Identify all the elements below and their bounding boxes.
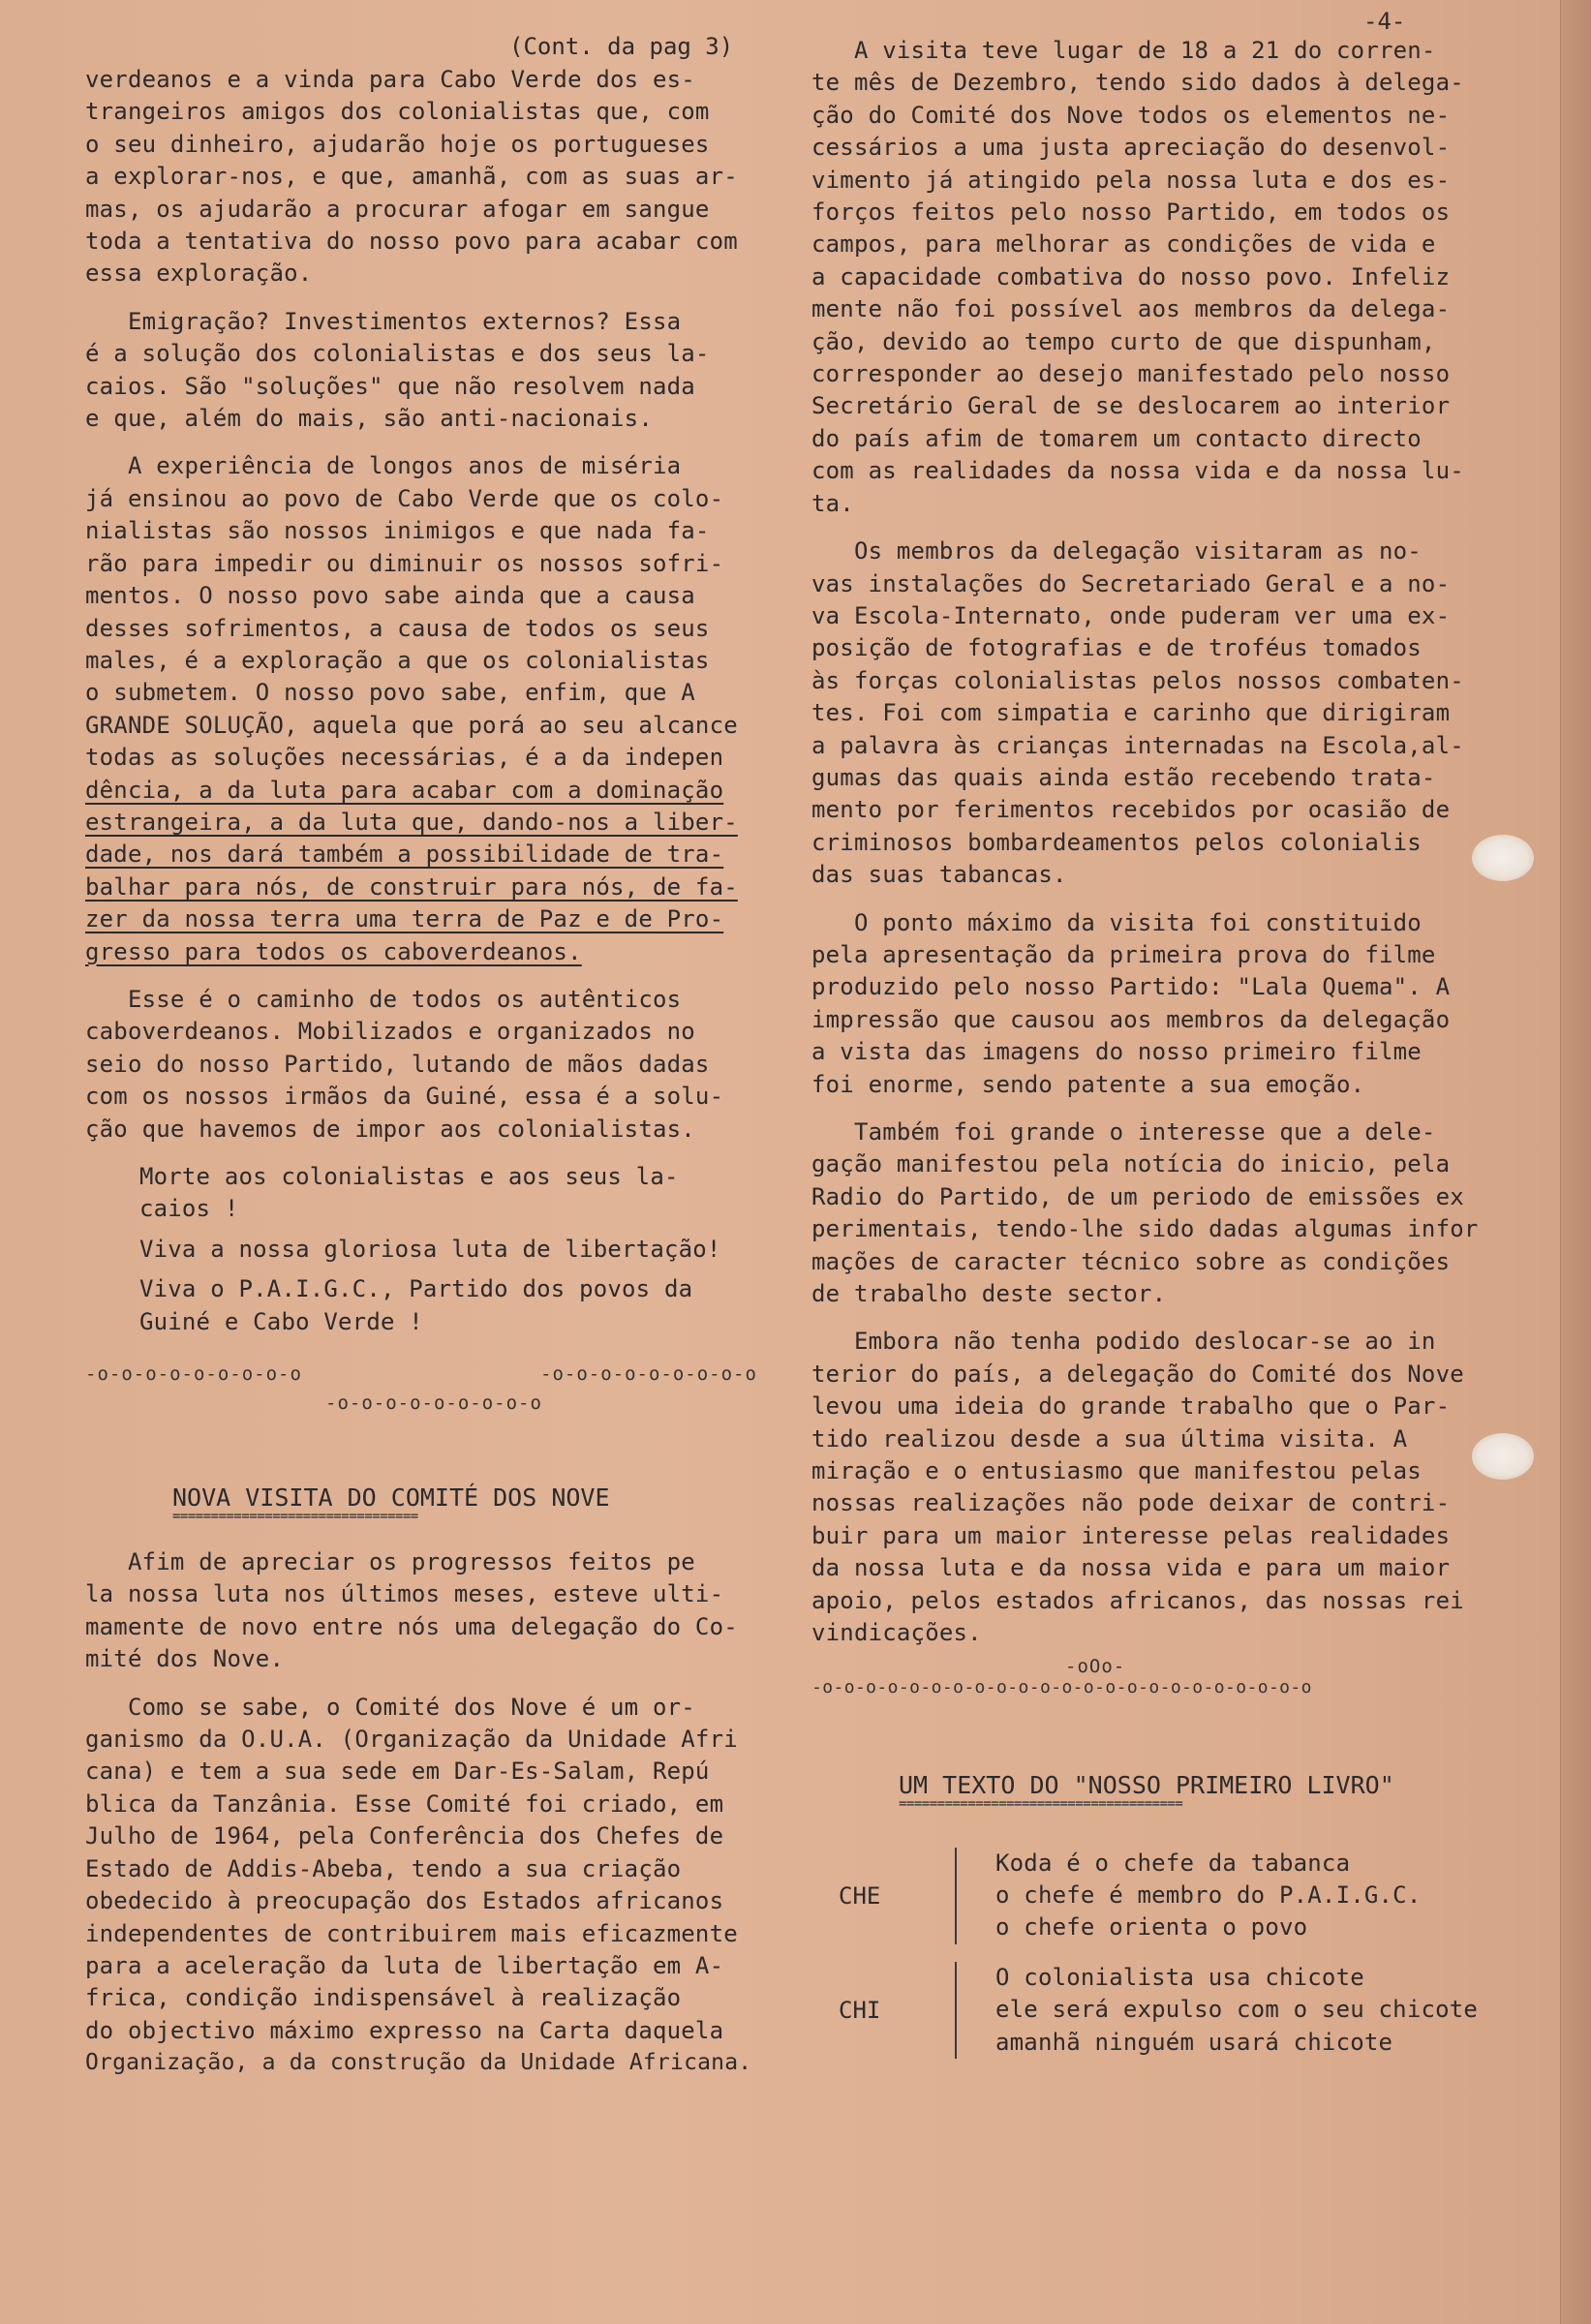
poem-line: Koda é o chefe da tabanca [995,1849,1351,1877]
slogan-line: Viva a nossa gloriosa luta de libertação! [97,1235,721,1263]
text-line: pela apresentação da primeira prova do filme [811,940,1436,968]
text-line: ta. [811,489,854,517]
paragraph [85,450,802,968]
text-line: ção do Comité dos Nove todos os elementos ne- [811,101,1451,129]
text-line: rão para impedir ou diminuir os nossos sofri- [85,549,724,577]
poem-stanza [811,1962,1523,2059]
text-line: todas as soluções necessárias, é a da indepen [85,744,724,772]
text-line: O ponto máximo da visita foi constituido [811,908,1422,936]
slogan [85,1161,802,1226]
text-line: mamente de novo entre nós uma delegação do Co- [85,1612,738,1640]
underlined-line: zer da nossa terra uma terra de Paz e de Pro- [85,905,724,933]
text-line: o submetem. O nosso povo sabe, enfim, que A [85,679,695,707]
text-line: essa exploração. [85,260,313,288]
text-line: buir para um maior interesse pelas realidades [811,1521,1451,1549]
text-line: mité dos Nove. [85,1645,285,1673]
text-line: independentes de contribuirem mais eficazmente [85,1919,738,1947]
text-line: Embora não tenha podido deslocar-se ao in [811,1328,1436,1356]
text-line: Afim de apreciar os progressos feitos pe [85,1548,695,1576]
text-line: às forças colonialistas pelos nossos combaten- [811,666,1464,694]
text-line: ganismo da O.U.A. (Organização da Unidade Afri [85,1726,738,1754]
text-line: Radio do Partido, de um periodo de emissões ex [811,1182,1464,1210]
text-line: já ensinou ao povo de Cabo Verde que os colo- [85,484,724,512]
underlined-line: gresso para todos os caboverdeanos. [85,937,582,965]
text-line: A experiência de longos anos de miséria [85,452,682,480]
text-line: a vista das imagens do nosso primeiro filme [811,1038,1422,1066]
text-line: cana) e tem a sua sede em Dar-Es-Salam, Repú [85,1758,710,1786]
paragraph [811,1326,1523,1649]
text-line: campos, para melhorar as condições de vida e [811,230,1436,259]
long-separator: -o-o-o-o-o-o-o-o-o-o-o-o-o-o-o-o-o-o-o-o-o-o-o [811,1676,1312,1697]
underlined-line: dência, a da luta para acabar com a dominação [85,776,724,804]
poem-line: amanhã ninguém usará chicote [995,2028,1393,2056]
paragraph [811,535,1523,891]
text-line: verdeanos e a vinda para Cabo Verde dos es- [85,66,695,93]
underlined-line: estrangeira, a da luta que, dando-nos a liber- [85,808,738,836]
text-line: do objectivo máximo expresso na Carta daquela [85,2016,724,2044]
text-line: Os membros da delegação visitaram as no- [811,537,1422,566]
text-line: mações de caracter técnico sobre as condições [811,1247,1451,1275]
text-line: la nossa luta nos últimos meses, esteve ulti- [85,1580,724,1608]
poem-line: O colonialista usa chicote [995,1963,1364,1991]
text-line: corresponder ao desejo manifestado pelo nosso [811,360,1451,388]
text-line: Esse é o caminho de todos os autênticos [85,985,682,1013]
text-line: mente não foi possível aos membros da delega- [811,295,1451,323]
text-line: forços feitos pelo nosso Partido, em todos os [811,199,1451,227]
paragraph [811,1116,1523,1310]
text-line: ção, devido ao tempo curto de que dispunham, [811,327,1436,355]
text-line: com os nossos irmãos da Guiné, essa é a solu- [85,1083,724,1111]
text-line: caboverdeanos. Mobilizados e organizados no [85,1018,695,1046]
text-line: produzido pelo nosso Partido: "Lala Quema". A [811,973,1451,1001]
text-line: caios. São "soluções" que não resolvem nada [85,372,695,400]
separator: -o-o-o-o-o-o-o-o-o [325,1392,542,1415]
text-line: levou uma ideia do grande trabalho que o Par- [811,1392,1451,1421]
text-line: Organização, a da construção da Unidade Africana. [85,2050,752,2076]
text-line: GRANDE SOLUÇÃO, aquela que porá ao seu alcance [85,711,738,739]
separator: -o-o-o-o-o-o-o-o-o [85,1363,302,1386]
text-line: tido realizou desde a sua última visita. A [811,1424,1408,1452]
text-line: perimentais, tendo-lhe sido dadas algumas infor [811,1215,1479,1243]
text-line: toda a tentativa do nosso povo para acabar com [85,228,738,256]
paper-edge [1560,0,1591,2324]
text-line: a capacidade combativa do nosso povo. Infeliz [811,262,1451,290]
text-line: impressão que causou aos membros da delegação [811,1005,1451,1033]
text-line: nialistas são nossos inimigos e que nada fa- [85,517,710,545]
text-line: de trabalho deste sector. [811,1280,1167,1308]
paragraph [85,1692,802,2080]
text-line: Também foi grande o interesse que a dele- [811,1118,1436,1146]
text-line: miração e o entusiasmo que manifestou pelas [811,1457,1422,1485]
left-column [85,64,802,2080]
text-line: cessários a uma justa apreciação do desenvol- [811,134,1451,162]
text-line: nossas realizações não pode deixar de contri- [811,1489,1451,1517]
text-line: te mês de Dezembro, tendo sido dados à delega- [811,69,1464,97]
page-number: -4- [1363,8,1406,35]
slogan [85,1234,802,1266]
text-line: terior do país, a delegação do Comité dos Nove [811,1360,1464,1388]
stanza-bar [955,1848,957,1944]
poem-stanza [811,1848,1523,1944]
paragraph [85,1546,802,1676]
text-line: a palavra às crianças internadas na Escola,al- [811,731,1464,759]
text-line: para a aceleração da luta de libertação em A- [85,1951,724,1979]
right-column [811,35,1523,2059]
text-line: Secretário Geral de se deslocarem ao interior [811,392,1451,420]
text-line: seio do nosso Partido, lutando de mãos dadas [85,1050,710,1078]
syllable-label: CHE [839,1881,881,1910]
text-line: ção que havemos de impor aos colonialistas. [85,1115,695,1143]
text-line: obedecido à preocupação dos Estados africanos [85,1887,724,1915]
poem-line: ele será expulso com o seu chicote [995,1996,1479,2024]
slogan-line: caios ! [97,1195,239,1223]
text-line: mentos. O nosso povo sabe ainda que a causa [85,582,695,610]
text-line: Como se sabe, o Comité dos Nove é um or- [85,1693,695,1721]
text-line: apoio, pelos estados africanos, das nossas rei [811,1586,1464,1614]
slogan-line: Viva o P.A.I.G.C., Partido dos povos da [97,1275,693,1303]
text-line: frica, condição indispensável à realização [85,1984,682,2012]
text-line: é a solução dos colonialistas e dos seus la- [85,340,710,368]
text-line: o seu dinheiro, ajudarão hoje os portugueses [85,130,710,158]
text-line: vimento já atingido pela nossa luta e dos es- [811,166,1451,194]
stanza-bar [955,1962,957,2059]
end-mark: -oOo- [1065,1655,1126,1677]
text-line: Julho de 1964, pela Conferência dos Chefes de [85,1822,724,1850]
section-title: UM TEXTO DO "NOSSO PRIMEIRO LIVRO" [899,1770,1394,1799]
section-title: NOVA VISITA DO COMITÉ DOS NOVE [172,1483,610,1513]
underlined-line: balhar para nós, de construir para nós, de fa- [85,872,738,901]
text-line: vindicações. [811,1619,982,1647]
text-line: A visita teve lugar de 18 a 21 do corren- [811,37,1436,64]
text-line: foi enorme, sendo patente a sua emoção. [811,1070,1365,1098]
text-line: a explorar-nos, e que, amanhã, com as suas ar- [85,163,738,191]
text-line: vas instalações do Secretariado Geral e a no- [811,569,1451,597]
text-line: desses sofrimentos, a causa de todos os seus [85,614,710,642]
text-line: criminosos bombardeamentos pelos colonialis [811,828,1422,856]
text-line: do país afim de tomarem um contacto directo [811,424,1422,452]
text-line: das suas tabancas. [811,861,1067,889]
text-line: com as realidades da nossa vida e da nossa lu- [811,457,1464,485]
text-line: da nossa luta e da nossa vida e para um maior [811,1554,1451,1582]
separator: -o-o-o-o-o-o-o-o-o [540,1363,757,1386]
text-line: males, é a exploração a que os colonialistas [85,646,710,674]
slogan-line: Morte aos colonialistas e aos seus la- [97,1163,679,1190]
text-line: mento por ferimentos recebidos por ocasião de [811,796,1451,824]
page-continuation: (Cont. da pag 3) [509,33,734,60]
text-line: trangeiros amigos dos colonialistas que, com [85,98,710,126]
text-line: posição de fotografias e de troféus tomados [811,634,1422,662]
text-line: e que, além do mais, são anti-nacionais. [85,405,653,433]
paragraph [85,306,802,436]
text-line: va Escola-Internato, onde puderam ver uma ex- [811,601,1451,629]
paragraph [811,907,1523,1101]
text-line: Estado de Addis-Abeba, tendo a sua criação [85,1854,682,1882]
text-line: gação manifestou pela notícia do inicio, pela [811,1150,1451,1178]
text-line: tes. Foi com simpatia e carinho que dirigiram [811,699,1451,727]
paragraph [85,984,802,1146]
paragraph [811,35,1523,520]
text-line: blica da Tanzânia. Esse Comité foi criado, em [85,1789,724,1818]
text-line: gumas das quais ainda estão recebendo trata- [811,763,1436,791]
poem-line: o chefe orienta o povo [995,1913,1308,1942]
syllable-label: CHI [839,1996,881,2024]
paragraph [85,64,802,290]
poem-line: o chefe é membro do P.A.I.G.C. [995,1881,1422,1909]
slogan-line: Guiné e Cabo Verde ! [97,1307,423,1335]
title-rule: ===================================== [899,1798,1183,1812]
text-line: Emigração? Investimentos externos? Essa [85,307,682,335]
underlined-line: dade, nos dará também a possibilidade de tra- [85,841,724,869]
text-line: mas, os ajudarão a procurar afogar em sangue [85,195,710,223]
title-rule: ================================ [172,1512,418,1525]
slogan [85,1273,802,1338]
